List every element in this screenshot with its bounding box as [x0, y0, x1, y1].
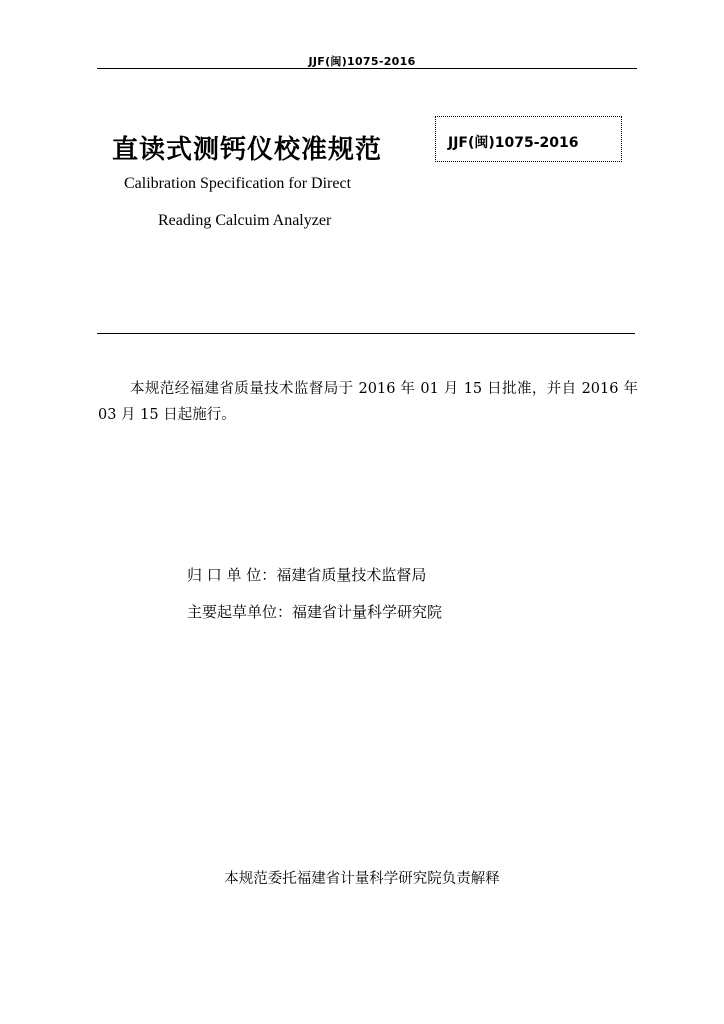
code-box: [435, 116, 622, 162]
approval-paragraph: 本规范经福建省质量技术监督局于 2016 年 01 月 15 日批准，并自 2016 年 03 月 15 日起施行。: [98, 381, 638, 423]
code-box-text: JJF(闽)1075-2016: [448, 135, 579, 151]
drafting-unit-row: [187, 601, 442, 622]
document-title: 直读式测钙仪校准规范: [112, 135, 383, 165]
section-divider: [97, 333, 635, 334]
responsible-unit-label: 归 口 单 位：: [187, 566, 277, 584]
header-divider: [97, 68, 637, 69]
header-code: JJF(闽)1075-2016: [308, 55, 416, 68]
interpretation-note: 本规范委托福建省计量科学研究院负责解释: [224, 871, 500, 887]
drafting-unit-label: 主要起草单位：: [187, 603, 293, 621]
english-title-line-2: Reading Calcuim Analyzer: [158, 212, 332, 229]
drafting-unit-value: 福建省计量科学研究院: [292, 603, 443, 621]
responsible-unit-value: 福建省质量技术监督局: [276, 566, 427, 584]
responsible-unit-row: [187, 564, 426, 585]
english-title-line-1: Calibration Specification for Direct: [124, 175, 352, 192]
